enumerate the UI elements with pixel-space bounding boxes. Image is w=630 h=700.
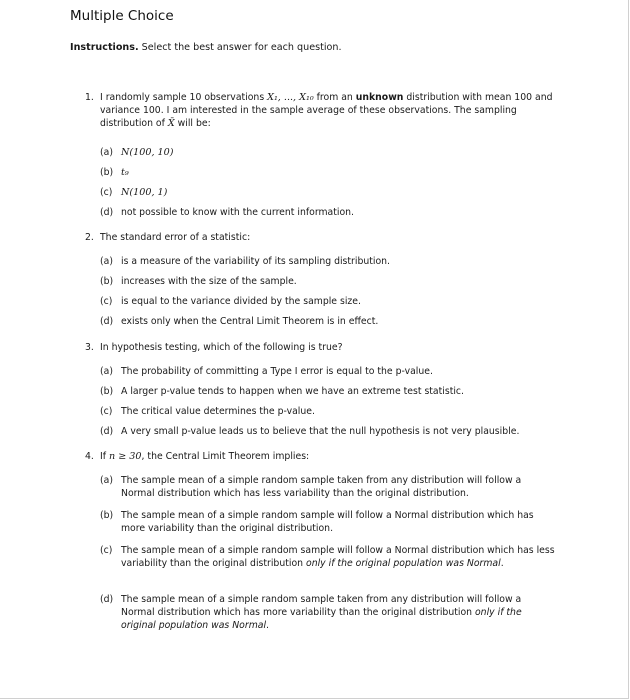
page-title: Multiple Choice (70, 8, 174, 24)
option-text: is a measure of the variability of its sampling distribution. (121, 256, 391, 267)
question-text: I randomly sample 10 observations X₁, ..., X₁₀ from an unknown distribution with mean 100 and variance 100. I am interested in the sample average of these observations. The sampling distribution of X̄ will be: (100, 92, 553, 129)
option-text: A very small p-value leads us to believe that the null hypothesis is not very plausible. (121, 426, 520, 437)
option-text: The sample mean of a simple random sample will follow a Normal distribution which has less variability than the original distribution only if the original population was Normal. (121, 545, 555, 569)
question-number: 1. (85, 92, 94, 103)
option-math: N(100, 10) (121, 147, 174, 158)
option-label: (a) (100, 147, 113, 158)
option-text: The sample mean of a simple random sample will follow a Normal distribution which has more variability than the original distribution. (121, 510, 534, 534)
italic-condition: only if the original population was Normal (306, 558, 501, 569)
option-text: increases with the size of the sample. (121, 276, 297, 287)
option-label: (d) (100, 426, 114, 437)
question-3 (85, 341, 555, 354)
option-3a[interactable] (100, 365, 555, 378)
option-text: The critical value determines the p-value. (121, 406, 315, 417)
option-label: (c) (100, 406, 113, 417)
option-3c[interactable] (100, 405, 555, 418)
option-text: The sample mean of a simple random sample taken from any distribution will follow a Normal distribution which has less variability than the original distribution. (121, 475, 522, 499)
option-label: (b) (100, 276, 114, 287)
question-text: The standard error of a statistic: (100, 232, 251, 243)
option-text: is equal to the variance divided by the sample size. (121, 296, 361, 307)
option-4c[interactable] (100, 544, 555, 570)
emphasis-unknown: unknown (355, 92, 404, 103)
option-1d[interactable] (100, 206, 555, 219)
option-label: (c) (100, 296, 113, 307)
option-label: (d) (100, 207, 114, 218)
option-text: The probability of committing a Type I error is equal to the p-value. (121, 366, 433, 377)
option-math: t₉ (121, 167, 129, 178)
xbar-math: X̄ (167, 118, 175, 129)
question-text: If n ≥ 30, the Central Limit Theorem implies: (100, 451, 310, 462)
option-label: (d) (100, 594, 114, 605)
option-4d[interactable] (100, 593, 555, 632)
option-text: exists only when the Central Limit Theorem is in effect. (121, 316, 379, 327)
option-label: (b) (100, 510, 114, 521)
italic-condition: only if the original population was Normal (121, 607, 522, 631)
option-1b[interactable] (100, 166, 555, 179)
option-label: (a) (100, 475, 113, 486)
option-2b[interactable] (100, 275, 555, 288)
option-math: N(100, 1) (121, 187, 168, 198)
option-label: (b) (100, 386, 114, 397)
option-text: The sample mean of a simple random sample taken from any distribution will follow a Normal distribution which has more variability than the original distribution only if the original population was Normal. (121, 594, 522, 631)
question-number: 2. (85, 232, 94, 243)
option-label: (a) (100, 366, 113, 377)
instructions (70, 42, 342, 53)
option-text: A larger p-value tends to happen when we have an extreme test statistic. (121, 386, 464, 397)
question-text: In hypothesis testing, which of the following is true? (100, 342, 343, 353)
option-1a[interactable] (100, 146, 555, 159)
option-4b[interactable] (100, 509, 555, 535)
question-number: 4. (85, 451, 94, 462)
option-2c[interactable] (100, 295, 555, 308)
question-number: 3. (85, 342, 94, 353)
option-label: (d) (100, 316, 114, 327)
question-4 (85, 450, 555, 463)
option-text: not possible to know with the current information. (121, 207, 355, 218)
observations-math: X₁, ..., X₁₀ (267, 92, 314, 103)
option-label: (c) (100, 545, 113, 556)
option-label: (a) (100, 256, 113, 267)
question-2 (85, 231, 555, 244)
option-3d[interactable] (100, 425, 555, 438)
option-1c[interactable] (100, 186, 555, 199)
option-4a[interactable] (100, 474, 555, 500)
option-label: (c) (100, 187, 113, 198)
option-2a[interactable] (100, 255, 555, 268)
n-condition-math: n ≥ 30 (108, 451, 142, 462)
instructions-text: Select the best answer for each question. (141, 42, 342, 53)
instructions-label: Instructions. (70, 42, 139, 53)
option-label: (b) (100, 167, 114, 178)
option-3b[interactable] (100, 385, 555, 398)
option-2d[interactable] (100, 315, 555, 328)
question-1 (85, 91, 555, 130)
